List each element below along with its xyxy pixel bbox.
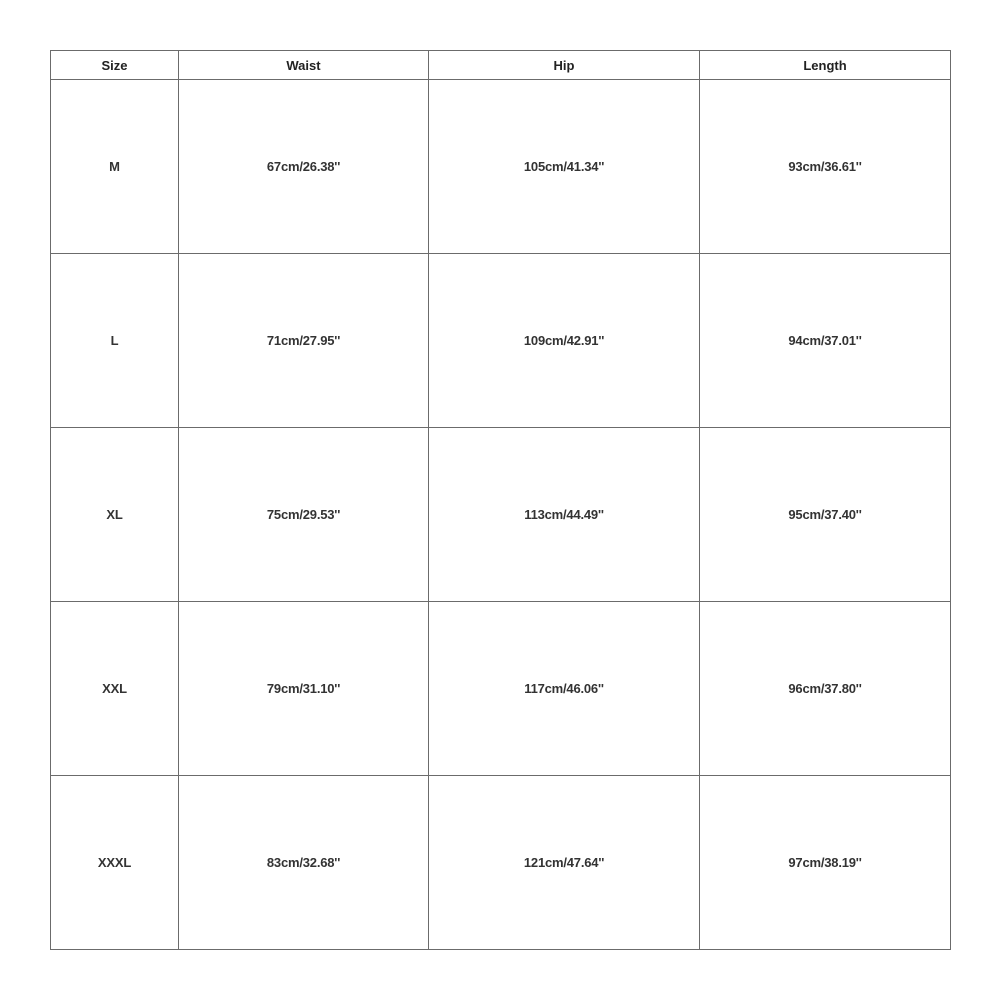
cell-waist: 83cm/32.68'': [179, 776, 429, 950]
cell-size: XL: [51, 428, 179, 602]
header-waist: Waist: [179, 51, 429, 80]
cell-waist: 71cm/27.95'': [179, 254, 429, 428]
cell-length: 94cm/37.01'': [700, 254, 951, 428]
cell-waist: 75cm/29.53'': [179, 428, 429, 602]
table-row: [51, 776, 951, 950]
header-size: Size: [51, 51, 179, 80]
table-row: [51, 80, 951, 254]
table-row: [51, 254, 951, 428]
header-length: Length: [700, 51, 951, 80]
cell-length: 95cm/37.40'': [700, 428, 951, 602]
cell-size: XXL: [51, 602, 179, 776]
cell-hip: 105cm/41.34'': [429, 80, 700, 254]
cell-length: 97cm/38.19'': [700, 776, 951, 950]
table-body: [51, 80, 951, 950]
table-row: [51, 428, 951, 602]
header-row: [51, 51, 951, 80]
cell-waist: 79cm/31.10'': [179, 602, 429, 776]
cell-hip: 117cm/46.06'': [429, 602, 700, 776]
cell-size: XXXL: [51, 776, 179, 950]
cell-waist: 67cm/26.38'': [179, 80, 429, 254]
size-chart-table: [50, 50, 951, 950]
cell-length: 93cm/36.61'': [700, 80, 951, 254]
cell-hip: 121cm/47.64'': [429, 776, 700, 950]
table-row: [51, 602, 951, 776]
cell-size: L: [51, 254, 179, 428]
table-header: [51, 51, 951, 80]
cell-size: M: [51, 80, 179, 254]
cell-hip: 109cm/42.91'': [429, 254, 700, 428]
header-hip: Hip: [429, 51, 700, 80]
cell-hip: 113cm/44.49'': [429, 428, 700, 602]
cell-length: 96cm/37.80'': [700, 602, 951, 776]
